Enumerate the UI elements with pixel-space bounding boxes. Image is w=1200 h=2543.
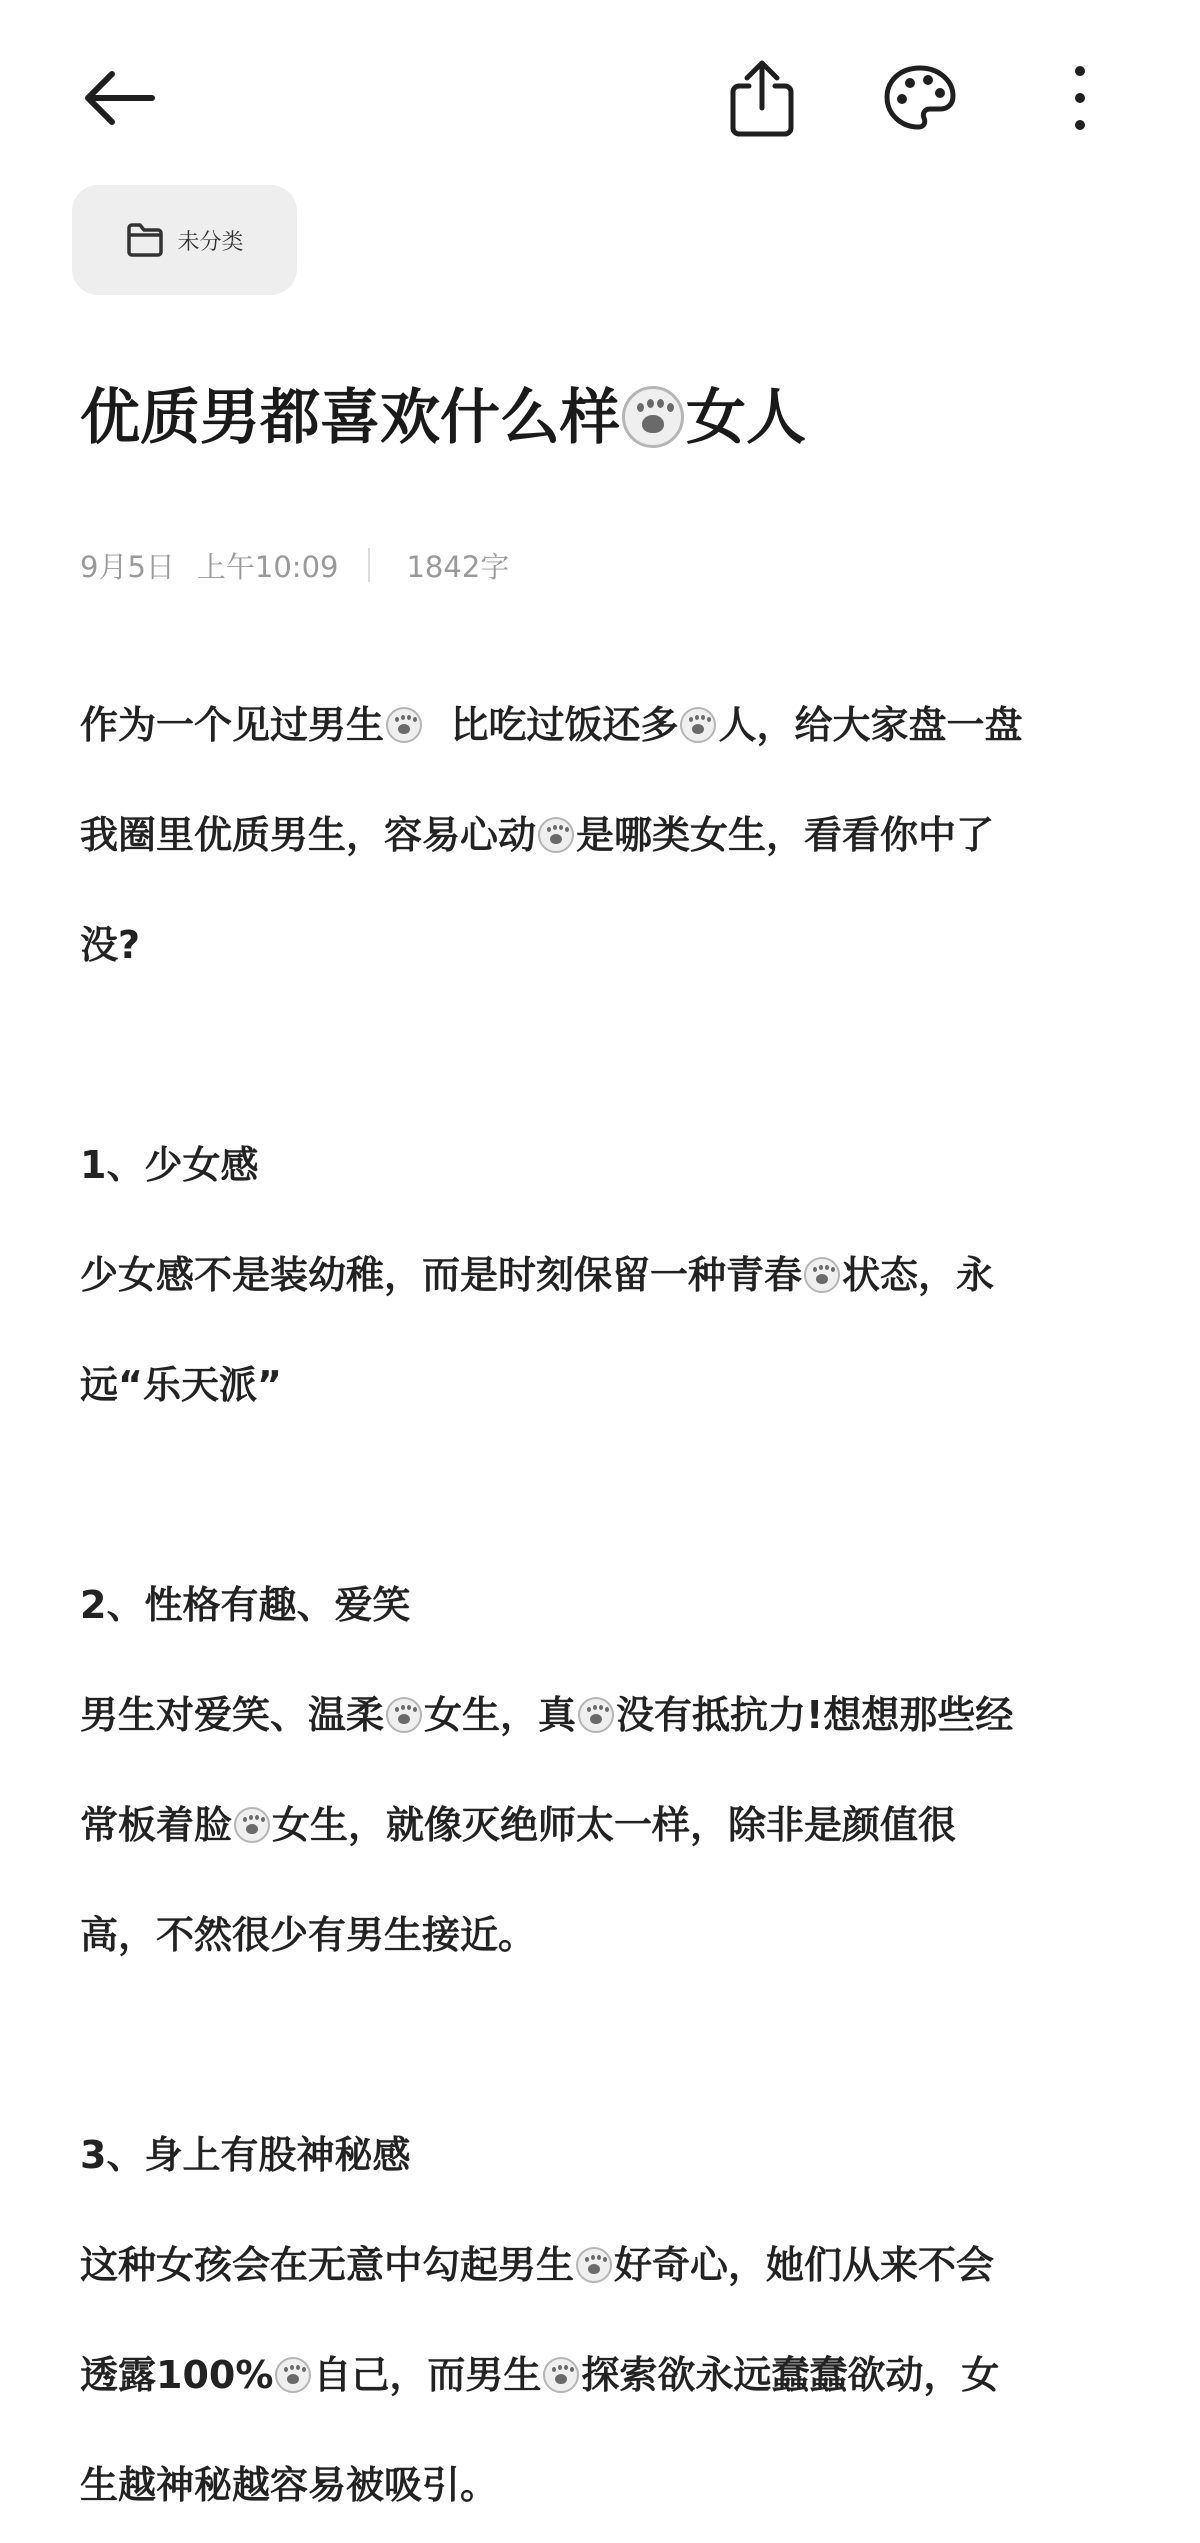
body-line: [80, 1660, 1140, 1770]
section-heading: 3、身上有股神秘感: [80, 2133, 411, 2177]
title-text: 女人: [686, 383, 806, 453]
meta-divider: [368, 548, 370, 582]
section-heading: 1、少女感: [80, 1143, 259, 1187]
palette-icon: [882, 63, 958, 133]
body-line: [80, 2320, 1140, 2430]
text-run: 少女感不是装幼稚，而是时刻保留一种青春: [80, 1253, 803, 1297]
note-body[interactable]: [80, 670, 1140, 2540]
paw-emoji-icon: [578, 1697, 614, 1733]
word-count: 1842字: [406, 549, 510, 584]
text-run: 自己，而男生: [313, 2353, 542, 2397]
body-line: [80, 670, 1140, 780]
more-options-button[interactable]: [1030, 48, 1130, 148]
note-time: 上午10:09: [196, 549, 339, 584]
text-run: 状态，永: [842, 1253, 995, 1297]
text-run: 好奇心，她们从来不会: [614, 2243, 995, 2287]
text-run: 男生对爱笑、温柔: [80, 1693, 385, 1737]
share-button[interactable]: [712, 48, 812, 148]
paw-emoji-icon: [543, 2357, 579, 2393]
text-run: 探索欲永远蠢蠢欲动，女: [581, 2353, 1000, 2397]
back-button[interactable]: [70, 48, 170, 148]
text-run: 没有抵抗力!想想那些经: [616, 1693, 1014, 1737]
note-meta: [80, 545, 509, 585]
paw-emoji-icon: [804, 1257, 840, 1293]
text-run: 是哪类女生，看看你中了: [576, 813, 995, 857]
title-text: 优质男都喜欢什么样: [80, 383, 620, 453]
paw-emoji-icon: [234, 1807, 270, 1843]
paw-emoji-icon: [622, 386, 684, 448]
blank-line: [80, 1990, 1140, 2100]
paw-emoji-icon: [386, 1697, 422, 1733]
paw-emoji-icon: [680, 707, 716, 743]
text-run: 女生，真: [424, 1693, 577, 1737]
body-line: 远“乐天派”: [80, 1363, 282, 1407]
share-icon: [727, 58, 797, 138]
more-vertical-icon: [1070, 63, 1090, 133]
note-title[interactable]: [80, 378, 1140, 458]
section-heading: 2、性格有趣、爱笑: [80, 1583, 411, 1627]
paw-emoji-icon: [538, 817, 574, 853]
paw-emoji-icon: [275, 2357, 311, 2393]
text-run: 人，给大家盘一盘: [718, 703, 1023, 747]
body-line: 生越神秘越容易被吸引。: [80, 2463, 499, 2507]
folder-label: 未分类: [177, 229, 244, 255]
blank-line: [80, 1440, 1140, 1550]
folder-icon: [125, 222, 165, 258]
palette-button[interactable]: [870, 48, 970, 148]
blank-line: [80, 1000, 1140, 1110]
text-run: 我圈里优质男生，容易心动: [80, 813, 537, 857]
text-run: 这种女孩会在无意中勾起男生: [80, 2243, 575, 2287]
note-date: 9月5日: [80, 549, 175, 584]
body-line: 没?: [80, 923, 141, 967]
body-line: [80, 780, 1140, 890]
arrow-left-icon: [80, 68, 160, 128]
top-toolbar: [0, 0, 1200, 200]
paw-emoji-icon: [576, 2247, 612, 2283]
body-line: 高，不然很少有男生接近。: [80, 1913, 537, 1957]
body-line: [80, 1220, 1140, 1330]
body-line: [80, 1770, 1140, 1880]
text-run: 透露100%: [80, 2353, 274, 2397]
folder-chip[interactable]: [72, 185, 297, 295]
body-line: [80, 2210, 1140, 2320]
text-run: 比吃过饭还多: [424, 703, 679, 747]
text-run: 作为一个见过男生: [80, 703, 385, 747]
text-run: 女生，就像灭绝师太一样，除非是颜值很: [272, 1803, 957, 1847]
text-run: 常板着脸: [80, 1803, 233, 1847]
paw-emoji-icon: [386, 707, 422, 743]
